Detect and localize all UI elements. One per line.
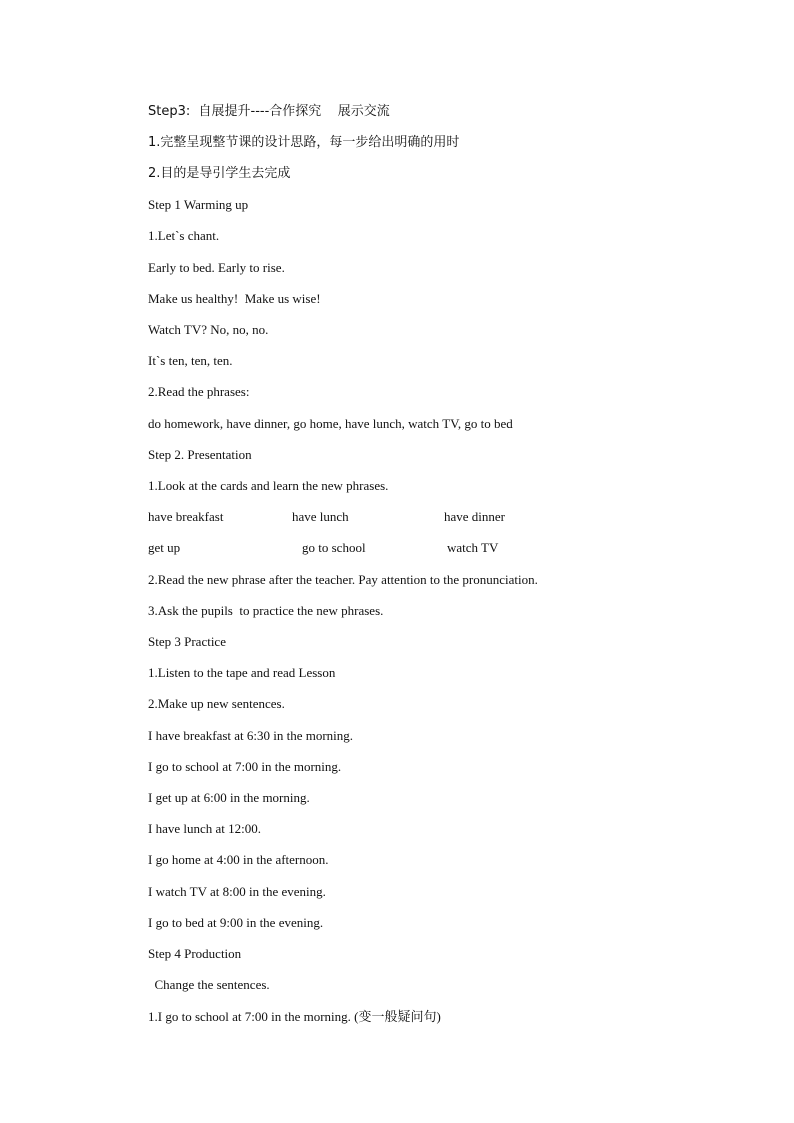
doc-line-chant-4: It`s ten, ten, ten. xyxy=(148,353,233,368)
doc-line-change-sentences: Change the sentences. xyxy=(148,977,270,992)
doc-line-ask-pupils: 3.Ask the pupils to practice the new phrases. xyxy=(148,603,384,618)
doc-line-chant-2: Make us healthy! Make us wise! xyxy=(148,291,321,306)
doc-line-chant-3: Watch TV? No, no, no. xyxy=(148,322,269,337)
doc-line-purpose: 2.目的是导引学生去完成 xyxy=(148,166,291,181)
doc-line-sentence-get-up: I get up at 6:00 in the morning. xyxy=(148,790,310,805)
doc-line-sentence-tv: I watch TV at 8:00 in the evening. xyxy=(148,884,326,899)
doc-line-sentence-home: I go home at 4:00 in the afternoon. xyxy=(148,852,329,867)
doc-line-design-idea: 1.完整呈现整节课的设计思路，每一步给出明确的用时 xyxy=(148,135,460,150)
doc-line-step3-practice: Step 3 Practice xyxy=(148,634,226,649)
phrase-have-breakfast: have breakfast xyxy=(148,509,224,524)
doc-line-sentence-bed: I go to bed at 9:00 in the evening. xyxy=(148,915,324,930)
doc-line-make-sentences: 2.Make up new sentences. xyxy=(148,696,285,711)
doc-line-step3-heading: Step3: 自展提升----合作探究 展示交流 xyxy=(148,104,390,119)
phrase-get-up: get up xyxy=(148,540,181,555)
doc-line-exercise-1: 1.I go to school at 7:00 in the morning. (变一般疑问句) xyxy=(148,1009,441,1024)
phrase-watch-tv: watch TV xyxy=(447,540,499,555)
doc-line-step2-heading: Step 2. Presentation xyxy=(148,447,252,462)
doc-line-sentence-school: I go to school at 7:00 in the morning. xyxy=(148,759,342,774)
doc-line-sentence-breakfast: I have breakfast at 6:30 in the morning. xyxy=(148,728,354,743)
phrase-go-to-school: go to school xyxy=(302,540,366,555)
doc-line-phrase-list: do homework, have dinner, go home, have lunch, watch TV, go to bed xyxy=(148,416,513,431)
phrase-have-lunch: have lunch xyxy=(292,509,349,524)
doc-line-read-after-teacher: 2.Read the new phrase after the teacher. Pay attention to the pronunciation. xyxy=(148,572,538,587)
doc-line-read-phrases: 2.Read the phrases: xyxy=(148,384,250,399)
doc-line-listen-tape: 1.Listen to the tape and read Lesson xyxy=(148,665,336,680)
doc-line-step4-heading: Step 4 Production xyxy=(148,946,242,961)
doc-line-sentence-lunch: I have lunch at 12:00. xyxy=(148,821,261,836)
phrase-have-dinner: have dinner xyxy=(444,509,506,524)
doc-line-lets-chant: 1.Let`s chant. xyxy=(148,228,220,243)
doc-line-step1-heading: Step 1 Warming up xyxy=(148,197,249,212)
doc-line-look-cards: 1.Look at the cards and learn the new phrases. xyxy=(148,478,389,493)
doc-line-chant-1: Early to bed. Early to rise. xyxy=(148,260,285,275)
